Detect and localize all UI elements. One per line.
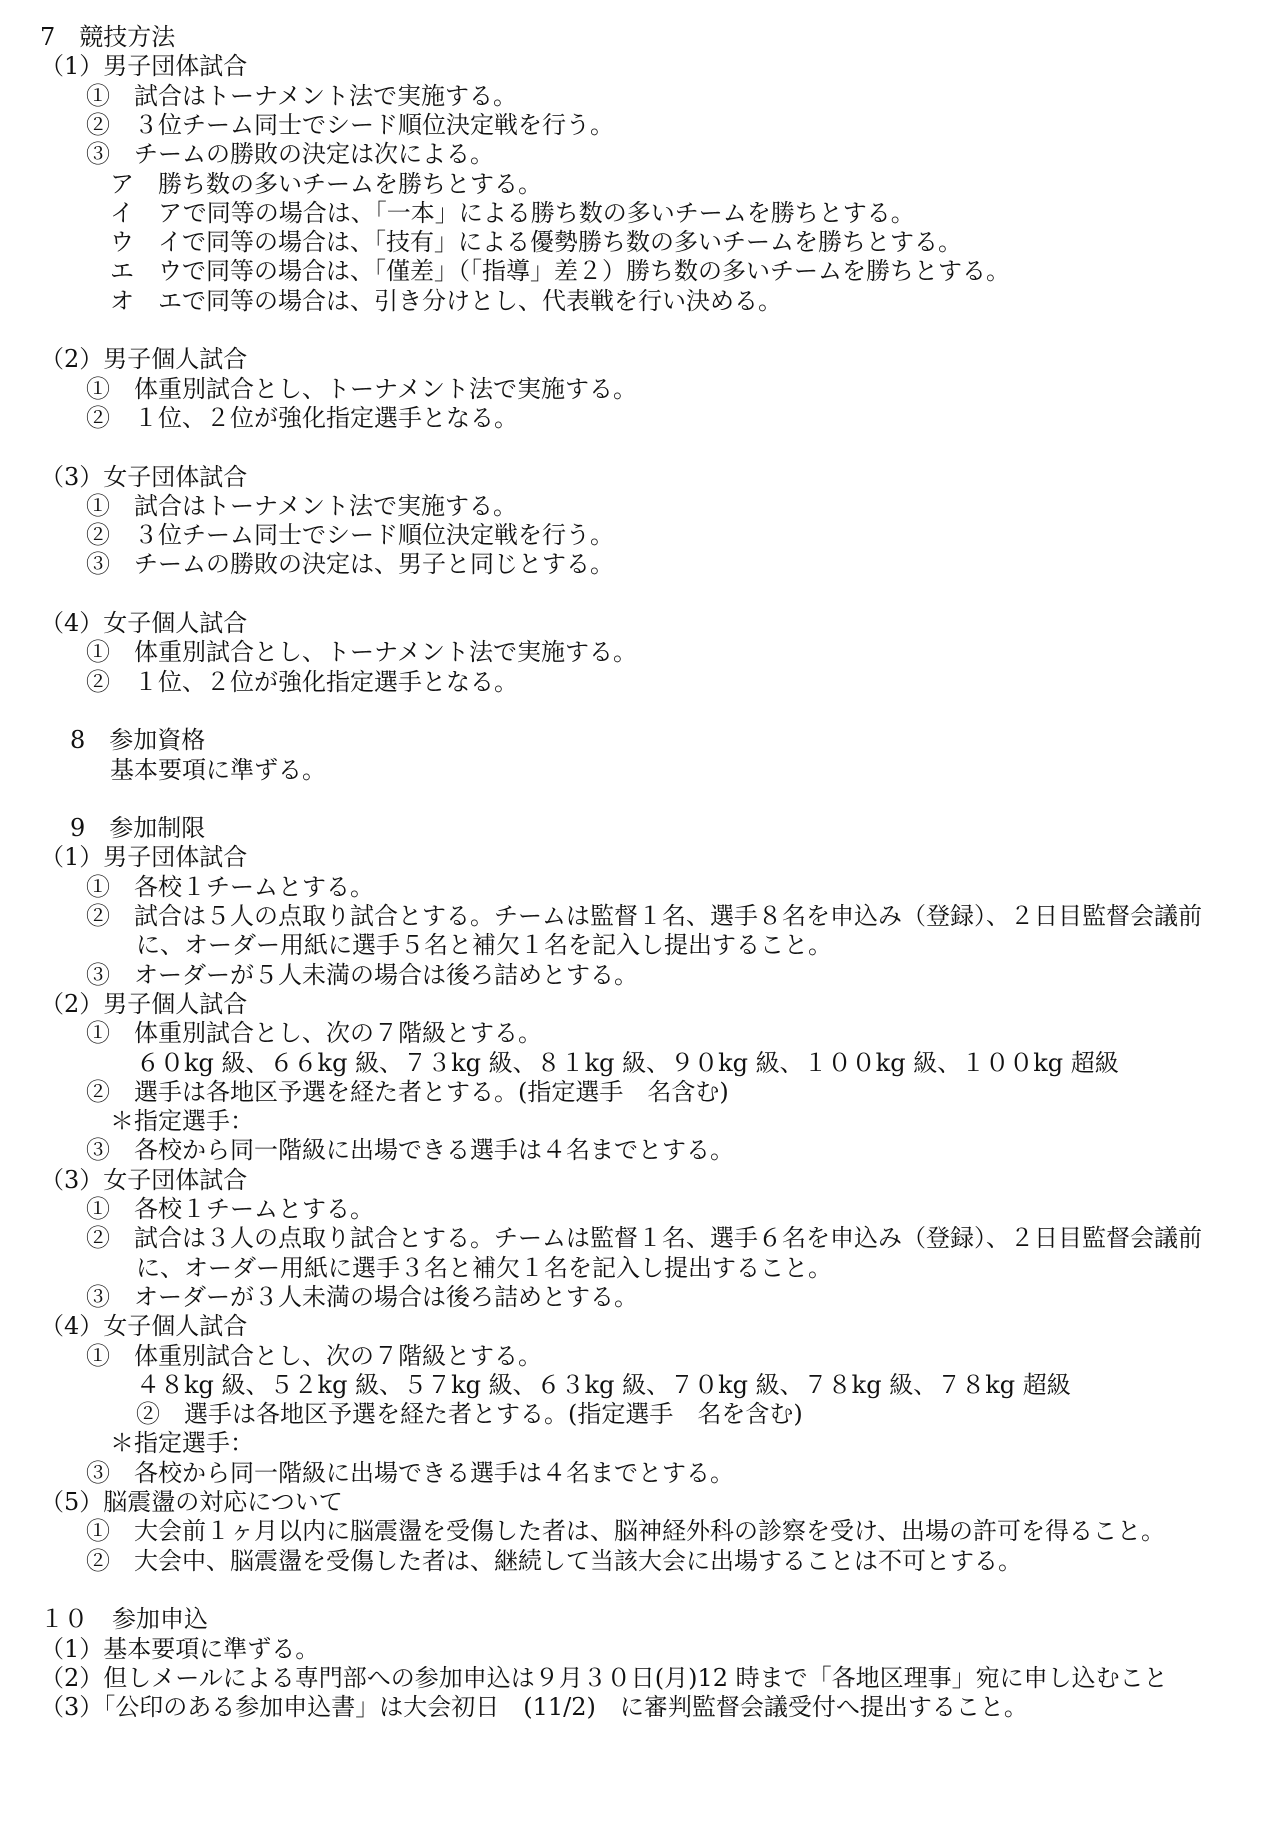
document-line: ① 試合はトーナメント法で実施する。 xyxy=(86,82,518,110)
document-line: ③ 各校から同一階級に出場できる選手は４名までとする。 xyxy=(86,1136,734,1164)
document-line: （3）女子団体試合 xyxy=(40,463,248,491)
document-line: ＊指定選手： xyxy=(110,1429,254,1457)
document-line: ① 体重別試合とし、トーナメント法で実施する。 xyxy=(86,638,638,666)
document-line: ① 各校１チームとする。 xyxy=(86,873,374,901)
document-line: （1）基本要項に準ずる。 xyxy=(40,1635,320,1663)
document-line: （5）脳震盪の対応について xyxy=(40,1488,343,1516)
document-line: ② １位、２位が強化指定選手となる。 xyxy=(86,404,518,432)
document-line: （3）「公印のある参加申込書」は大会初日 (11/2) に審判監督会議受付へ提出すること。 xyxy=(40,1693,1028,1721)
document-line: オ エで同等の場合は、引き分けとし、代表戦を行い決める。 xyxy=(110,287,782,315)
document-line: （1）男子団体試合 xyxy=(40,843,248,871)
document-line: １０ 参加申込 xyxy=(40,1605,208,1633)
document-line: （2）男子個人試合 xyxy=(40,345,248,373)
document-line: ③ チームの勝敗の決定は、男子と同じとする。 xyxy=(86,550,614,578)
document-line: ③ 各校から同一階級に出場できる選手は４名までとする。 xyxy=(86,1459,734,1487)
document-line: ① 大会前１ヶ月以内に脳震盪を受傷した者は、脳神経外科の診察を受け、出場の許可を得ること。 xyxy=(86,1517,1166,1545)
document-line: ③ チームの勝敗の決定は次による。 xyxy=(86,140,494,168)
document-line: 7 競技方法 xyxy=(40,23,176,51)
document-line: ① 試合はトーナメント法で実施する。 xyxy=(86,492,518,520)
document-line: に、オーダー用紙に選手３名と補欠１名を記入し提出すること。 xyxy=(136,1254,832,1282)
document-line: ② 試合は３人の点取り試合とする。チームは監督１名、選手６名を申込み（登録）、２日目監督会議前 xyxy=(86,1224,1202,1252)
document-line: ② 試合は５人の点取り試合とする。チームは監督１名、選手８名を申込み（登録）、２日目監督会議前 xyxy=(86,902,1202,930)
document-line: ６０kg 級、６６kg 級、７３kg 級、８１kg 級、９０kg 級、１００kg 級、１００kg 超級 xyxy=(136,1049,1119,1077)
document-line: ウ イで同等の場合は、「技有」による優勢勝ち数の多いチームを勝ちとする。 xyxy=(110,228,962,256)
document-line: ① 体重別試合とし、次の７階級とする。 xyxy=(86,1019,542,1047)
document-line: ② 大会中、脳震盪を受傷した者は、継続して当該大会に出場することは不可とする。 xyxy=(86,1547,1022,1575)
document-line: ① 体重別試合とし、トーナメント法で実施する。 xyxy=(86,375,638,403)
document-line: （2）男子個人試合 xyxy=(40,990,248,1018)
document-line: （4）女子個人試合 xyxy=(40,609,248,637)
document-line: ① 体重別試合とし、次の７階級とする。 xyxy=(86,1342,542,1370)
document-line: ア 勝ち数の多いチームを勝ちとする。 xyxy=(110,170,542,198)
document-line: ① 各校１チームとする。 xyxy=(86,1195,374,1223)
document-line: エ ウで同等の場合は、「僅差」（「指導」差２）勝ち数の多いチームを勝ちとする。 xyxy=(110,257,1010,285)
document-line: ４８kg 級、５２kg 級、５７kg 級、６３kg 級、７０kg 級、７８kg 級、７８kg 超級 xyxy=(136,1371,1071,1399)
document-line: ② ３位チーム同士でシード順位決定戦を行う。 xyxy=(86,111,614,139)
document-line: 9 参加制限 xyxy=(70,814,206,842)
document-line: 基本要項に準ずる。 xyxy=(110,756,326,784)
document-line: ② 選手は各地区予選を経た者とする。(指定選手 名を含む) xyxy=(136,1400,803,1428)
document-line: （3）女子団体試合 xyxy=(40,1166,248,1194)
document-line: （1）男子団体試合 xyxy=(40,52,248,80)
document-line: に、オーダー用紙に選手５名と補欠１名を記入し提出すること。 xyxy=(136,931,832,959)
document-line: ＊指定選手： xyxy=(110,1107,254,1135)
document-line: （2）但しメールによる専門部への参加申込は９月３０日(月)12 時まで「各地区理事」宛に申し込むこと xyxy=(40,1664,1168,1692)
document-line: ③ オーダーが５人未満の場合は後ろ詰めとする。 xyxy=(86,961,638,989)
document-line: ③ オーダーが３人未満の場合は後ろ詰めとする。 xyxy=(86,1283,638,1311)
document-line: イ アで同等の場合は、「一本」による勝ち数の多いチームを勝ちとする。 xyxy=(110,199,915,227)
document-line: ② ３位チーム同士でシード順位決定戦を行う。 xyxy=(86,521,614,549)
document-line: ② 選手は各地区予選を経た者とする。(指定選手 名含む) xyxy=(86,1078,729,1106)
document-line: 8 参加資格 xyxy=(70,726,206,754)
document-line: ② １位、２位が強化指定選手となる。 xyxy=(86,668,518,696)
document-line: （4）女子個人試合 xyxy=(40,1312,248,1340)
